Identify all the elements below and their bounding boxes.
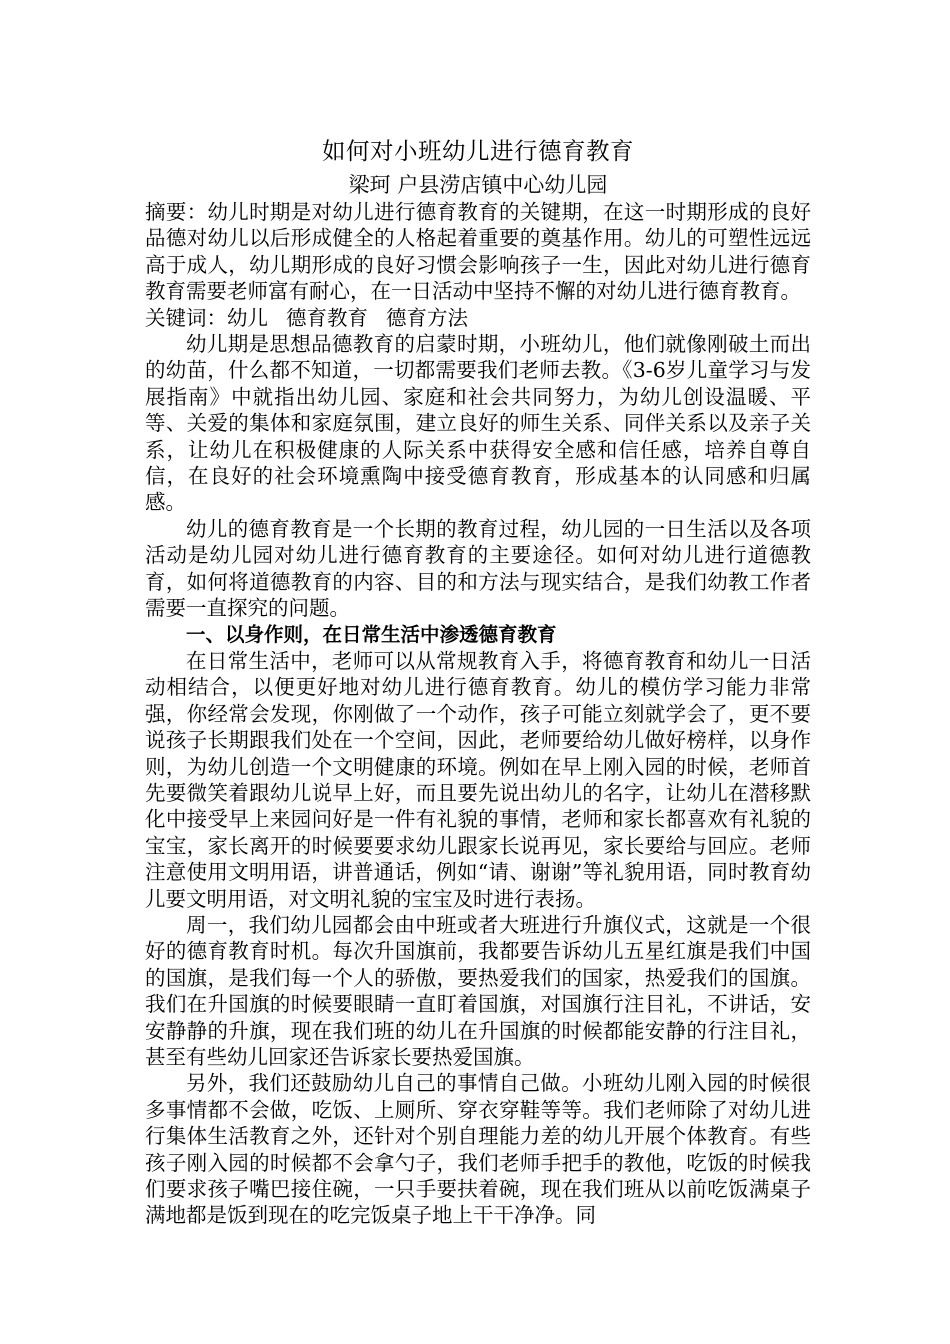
body-paragraph: 幼儿的德育教育是一个长期的教育过程，幼儿园的一日生活以及各项活动是幼儿园对幼儿进行德育教育的主要途径。如何对幼儿进行道德教育，如何将道德教育的内容、目的和方法与现实结合，是我们幼教工作者需要一直探究的问题。 bbox=[145, 516, 811, 621]
body-paragraph: 在日常生活中，老师可以从常规教育入手，将德育教育和幼儿一日活动相结合，以便更好地对幼儿进行德育教育。幼儿的模仿学习能力非常强，你经常会发现，你刚做了一个动作，孩子可能立刻就学会了，更不要说孩子长期跟我们处在一个空间，因此，老师要给幼儿做好榜样，以身作则，为幼儿创造一个文明健康的环境。例如在早上刚入园的时候，老师首先要微笑着跟幼儿说早上好，而且要先说出幼儿的名字，让幼儿在潜移默化中接受早上来园问好是一件有礼貌的事情，老师和家长都喜欢有礼貌的宝宝，家长离开的时候要要求幼儿跟家长说再见，家长要给与回应。老师注意使用文明用语，讲普通话，例如“请、谢谢”等礼貌用语，同时教育幼儿要文明用语，对文明礼貌的宝宝及时进行表扬。 bbox=[145, 648, 811, 911]
body-paragraph: 周一，我们幼儿园都会由中班或者大班进行升旗仪式，这就是一个很好的德育教育时机。每次升国旗前，我都要告诉幼儿五星红旗是我们中国的国旗，是我们每一个人的骄傲，要热爱我们的国家，热爱我们的国旗。我们在升国旗的时候要眼睛一直盯着国旗，对国旗行注目礼，不讲话，安安静静的升旗，现在我们班的幼儿在升国旗的时候都能安静的行注目礼，甚至有些幼儿回家还告诉家长要热爱国旗。 bbox=[145, 912, 811, 1069]
keywords-label: 关键词： bbox=[145, 305, 227, 330]
body-paragraph: 另外，我们还鼓励幼儿自己的事情自己做。小班幼儿刚入园的时候很多事情都不会做，吃饭、上厕所、穿衣穿鞋等等。我们老师除了对幼儿进行集体生活教育之外，还针对个别自理能力差的幼儿开展个体教育。有些孩子刚入园的时候都不会拿勺子，我们老师手把手的教他，吃饭的时候我们要求孩子嘴巴接住碗，一只手要扶着碗，现在我们班从以前吃饭满桌子满地都是饭到现在的吃完饭桌子地上干干净净。同 bbox=[145, 1071, 811, 1228]
keywords-line bbox=[145, 305, 811, 331]
keyword-item: 德育教育 bbox=[286, 305, 368, 330]
keyword-item: 德育方法 bbox=[386, 305, 468, 330]
abstract-paragraph: 摘要：幼儿时期是对幼儿进行德育教育的关键期，在这一时期形成的良好品德对幼儿以后形成健全的人格起着重要的奠基作用。幼儿的可塑性远远高于成人，幼儿期形成的良好习惯会影响孩子一生，因此对幼儿进行德育教育需要老师富有耐心，在一日活动中坚持不懈的对幼儿进行德育教育。 bbox=[145, 200, 811, 304]
document-page bbox=[145, 131, 811, 1229]
keyword-item: 幼儿 bbox=[227, 305, 268, 330]
author-line: 梁珂 户县涝店镇中心幼儿园 bbox=[348, 173, 608, 197]
body-paragraph: 幼儿期是思想品德教育的启蒙时期，小班幼儿，他们就像刚破土而出的幼苗，什么都不知道，一切都需要我们老师去教。《3-6岁儿童学习与发展指南》中就指出幼儿园、家庭和社会共同努力，为幼儿创设温暖、平等、关爱的集体和家庭氛围，建立良好的师生关系、同伴关系以及亲子关系，让幼儿在积极健康的人际关系中获得安全感和信任感，培养自尊自信，在良好的社会环境熏陶中接受德育教育，形成基本的认同感和归属感。 bbox=[145, 332, 811, 515]
document-title: 如何对小班幼儿进行德育教育 bbox=[322, 137, 634, 165]
section-heading: 一、以身作则，在日常生活中渗透德育教育 bbox=[186, 622, 557, 646]
